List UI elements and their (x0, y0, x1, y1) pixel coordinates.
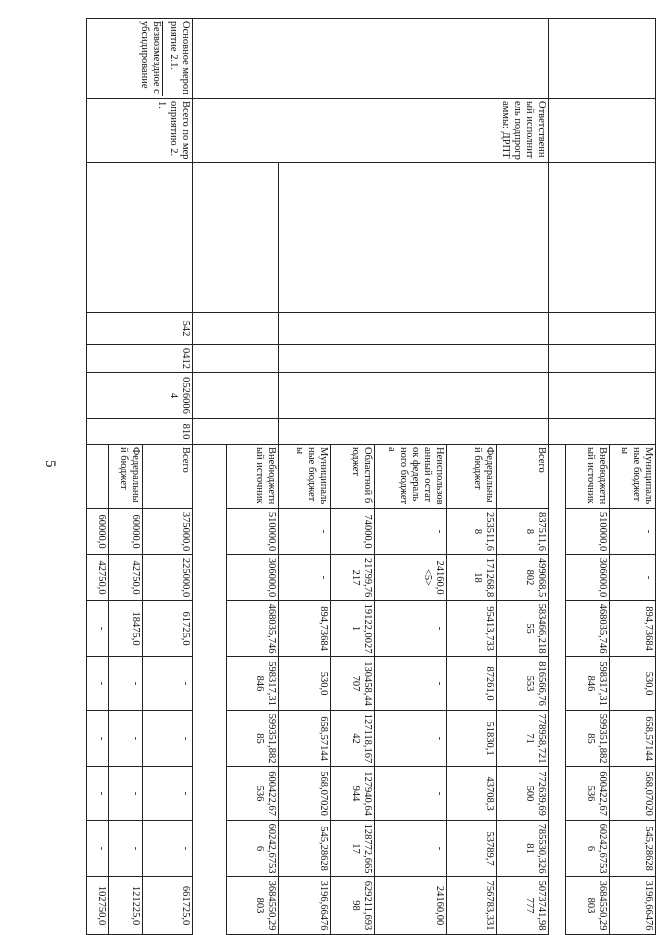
table-row (143, 19, 193, 935)
cell: 18475,0 (109, 601, 143, 657)
total-event-label: Всего по мероприятию 2.1. (87, 99, 193, 163)
cell: - (375, 821, 447, 877)
cell: 785530,32681 (497, 821, 549, 877)
cell: - (375, 657, 447, 711)
cell: 530,0 (279, 657, 331, 711)
source-label: Неиспользованный остаток федерального бюджета (375, 445, 447, 509)
cell: 375000,0 (143, 509, 193, 555)
cell: 60000,0 (87, 509, 109, 555)
cell: - (279, 509, 331, 555)
cell: 128772,66517 (331, 821, 375, 877)
cell: 127118,16742 (331, 711, 375, 767)
cell: 756783,331 (447, 877, 497, 935)
table-row (610, 19, 656, 935)
cell: 600422,67536 (566, 767, 610, 821)
cell: 658,57144 (279, 711, 331, 767)
cell: 21799,76217 (331, 555, 375, 601)
cell: 816566,76553 (497, 657, 549, 711)
budget-table (86, 18, 656, 931)
cell: 600422,67536 (227, 767, 279, 821)
cell: 61725,0 (143, 601, 193, 657)
cell: - (143, 711, 193, 767)
cell: 253511,68 (447, 509, 497, 555)
code-csr: 05260064 (87, 373, 193, 419)
cell: 53789,7 (447, 821, 497, 877)
cell: - (87, 711, 109, 767)
cell: - (109, 657, 143, 711)
source-label: Муниципальные бюджеты (610, 445, 656, 509)
cell: 306000,0 (227, 555, 279, 601)
cell: 629211,69398 (331, 877, 375, 935)
cell: 51830,1 (447, 711, 497, 767)
cell: 42750,0 (87, 555, 109, 601)
cell: 130458,44707 (331, 657, 375, 711)
cell: 598317,31846 (566, 657, 610, 711)
cell: 599351,88285 (566, 711, 610, 767)
cell: 568,07020 (610, 767, 656, 821)
cell: 24160,00 (375, 877, 447, 935)
source-label: Федеральный бюджет (109, 445, 143, 509)
cell: 43708,3 (447, 767, 497, 821)
cell: 87261,0 (447, 657, 497, 711)
cell: 74000,0 (331, 509, 375, 555)
cell: 545,28628 (610, 821, 656, 877)
cell: 598317,31846 (227, 657, 279, 711)
cell: 19122,00271 (331, 601, 375, 657)
cell: - (610, 509, 656, 555)
cell: 60000,0 (109, 509, 143, 555)
cell: 102750,0 (87, 877, 109, 935)
left-label-main (193, 19, 549, 99)
cell: 568,07020 (279, 767, 331, 821)
cell: 60242,67536 (566, 821, 610, 877)
main-event-label: Основное мероприятие 2.1. Безвозмездное субсидирование (87, 19, 193, 99)
cell: - (610, 555, 656, 601)
cell: 510000,0 (227, 509, 279, 555)
cell: - (375, 601, 447, 657)
cell: 837511,68 (497, 509, 549, 555)
cell: 3196,66476 (279, 877, 331, 935)
source-label: Всего (143, 445, 193, 509)
code-grbs: 542 (87, 313, 193, 345)
cell: 171268,818 (447, 555, 497, 601)
cell: 510000,0 (566, 509, 610, 555)
cell: - (143, 821, 193, 877)
cell: 499068,5802 (497, 555, 549, 601)
cell: 3684550,29803 (566, 877, 610, 935)
cell: 772639,69500 (497, 767, 549, 821)
cell: 530,0 (610, 657, 656, 711)
cell: 3196,66476 (610, 877, 656, 935)
cell: - (143, 767, 193, 821)
cell: 468035,746 (566, 601, 610, 657)
cell: - (87, 601, 109, 657)
cell: - (375, 509, 447, 555)
source-label: Внебюджетный источник (566, 445, 610, 509)
code-rz: 0412 (87, 345, 193, 373)
cell: - (109, 821, 143, 877)
source-label: Федеральный бюджет (447, 445, 497, 509)
cell: - (87, 767, 109, 821)
cell: 778958,72171 (497, 711, 549, 767)
cell: - (375, 711, 447, 767)
source-label: Областной бюджет (331, 445, 375, 509)
cell: 894,73684 (279, 601, 331, 657)
cell: - (375, 767, 447, 821)
cell: 24160,0 <5> (375, 555, 447, 601)
cell: 583466,21855 (497, 601, 549, 657)
cell: 121225,0 (109, 877, 143, 935)
source-label: Всего (497, 445, 549, 509)
cell: 5073741,98777 (497, 877, 549, 935)
cell: 95413,733 (447, 601, 497, 657)
cell: 225000,0 (143, 555, 193, 601)
cell: 661725,0 (143, 877, 193, 935)
cell: 545,28628 (279, 821, 331, 877)
source-label: Внебюджетный источник (227, 445, 279, 509)
responsible-label: Ответственный исполнитель подпрограммы: ДРПТ (193, 99, 549, 163)
table-row (497, 19, 549, 935)
code-vr: 810 (87, 419, 193, 445)
cell: - (87, 821, 109, 877)
cell: - (279, 555, 331, 601)
cell: 599351,88285 (227, 711, 279, 767)
cell: 658,57144 (610, 711, 656, 767)
cell: 894,73684 (610, 601, 656, 657)
source-label (87, 445, 109, 509)
cell: - (87, 657, 109, 711)
cell: 127940,64944 (331, 767, 375, 821)
page-number: 5 (42, 460, 58, 468)
cell: - (109, 711, 143, 767)
cell: 468035,746 (227, 601, 279, 657)
cell: 306000,0 (566, 555, 610, 601)
source-label: Муниципальные бюджеты (279, 445, 331, 509)
cell: 3684550,29803 (227, 877, 279, 935)
cell: 42750,0 (109, 555, 143, 601)
cell: 60242,67536 (227, 821, 279, 877)
cell: - (143, 657, 193, 711)
cell: - (109, 767, 143, 821)
